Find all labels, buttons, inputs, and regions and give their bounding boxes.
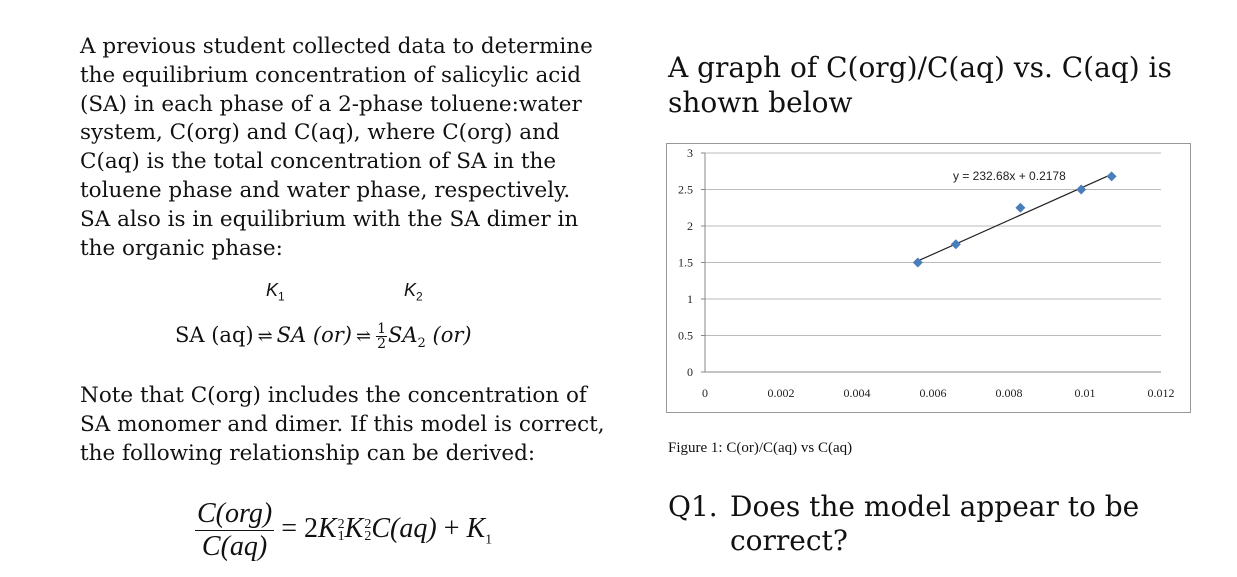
k1-label: $K_1$ [266,280,285,304]
y-tick-label: 1 [687,292,693,306]
x-tick-label: 0 [702,386,708,400]
figure-caption: Figure 1: C(or)/C(aq) vs C(aq) [668,440,853,456]
x-tick-label: 0.006 [919,386,947,400]
equilibrium-arrow-icon: ⇌ [355,326,372,347]
question-text-line1: Does the model appear to be [730,490,1140,523]
y-tick-label: 0.5 [678,328,693,343]
y-tick-label: 1.5 [678,255,693,270]
scatter-chart [666,143,1192,415]
x-tick-label: 0.002 [767,386,795,400]
x-tick-label: 0.008 [995,386,1023,400]
x-tick-label: 0.012 [1147,386,1175,400]
equilibrium-arrow-icon: ⇌ [257,326,273,347]
y-tick-label: 0 [687,365,693,379]
derived-relationship-formula: C(org) C(aq) = 2K 2 1 K 2 2 $C(aq) + K_1$ [197,498,493,562]
intro-paragraph: A previous student collected data to determine the equilibrium concentration of salicylic acid (SA) in each phase of a 2-phase toluene:water system, C(org) and C(aq), where C(org) and C(aq) is the total concentration of SA in the toluene phase and water phase, respectively. SA also is in equilibrium with the SA dimer in the organic phase: [80,34,593,261]
y-tick-label: 2 [687,219,693,233]
k2-label: $K_2$ [404,280,423,304]
equilibrium-equation: SA (aq) ⇌ SA (or) ⇌ $\frac{1}{2}$ $SA_2$ (or) [175,321,472,352]
question-number: Q1. [668,490,718,523]
question-1 [668,490,1139,558]
trendline-equation-label: y = 232.68x + 0.2178 [953,169,1066,183]
x-tick-label: 0.004 [843,386,871,400]
question-text-line2: correct? [730,524,848,557]
note-paragraph: Note that C(org) includes the concentration of SA monomer and dimer. If this model is correct, the following relationship can be derived: [80,383,605,466]
graph-heading: A graph of C(org)/C(aq) vs. C(aq) is shown below [668,51,1172,119]
x-tick-label: 0.01 [1074,386,1096,400]
y-tick-label: 3 [687,146,693,160]
y-tick-label: 2.5 [678,182,693,197]
